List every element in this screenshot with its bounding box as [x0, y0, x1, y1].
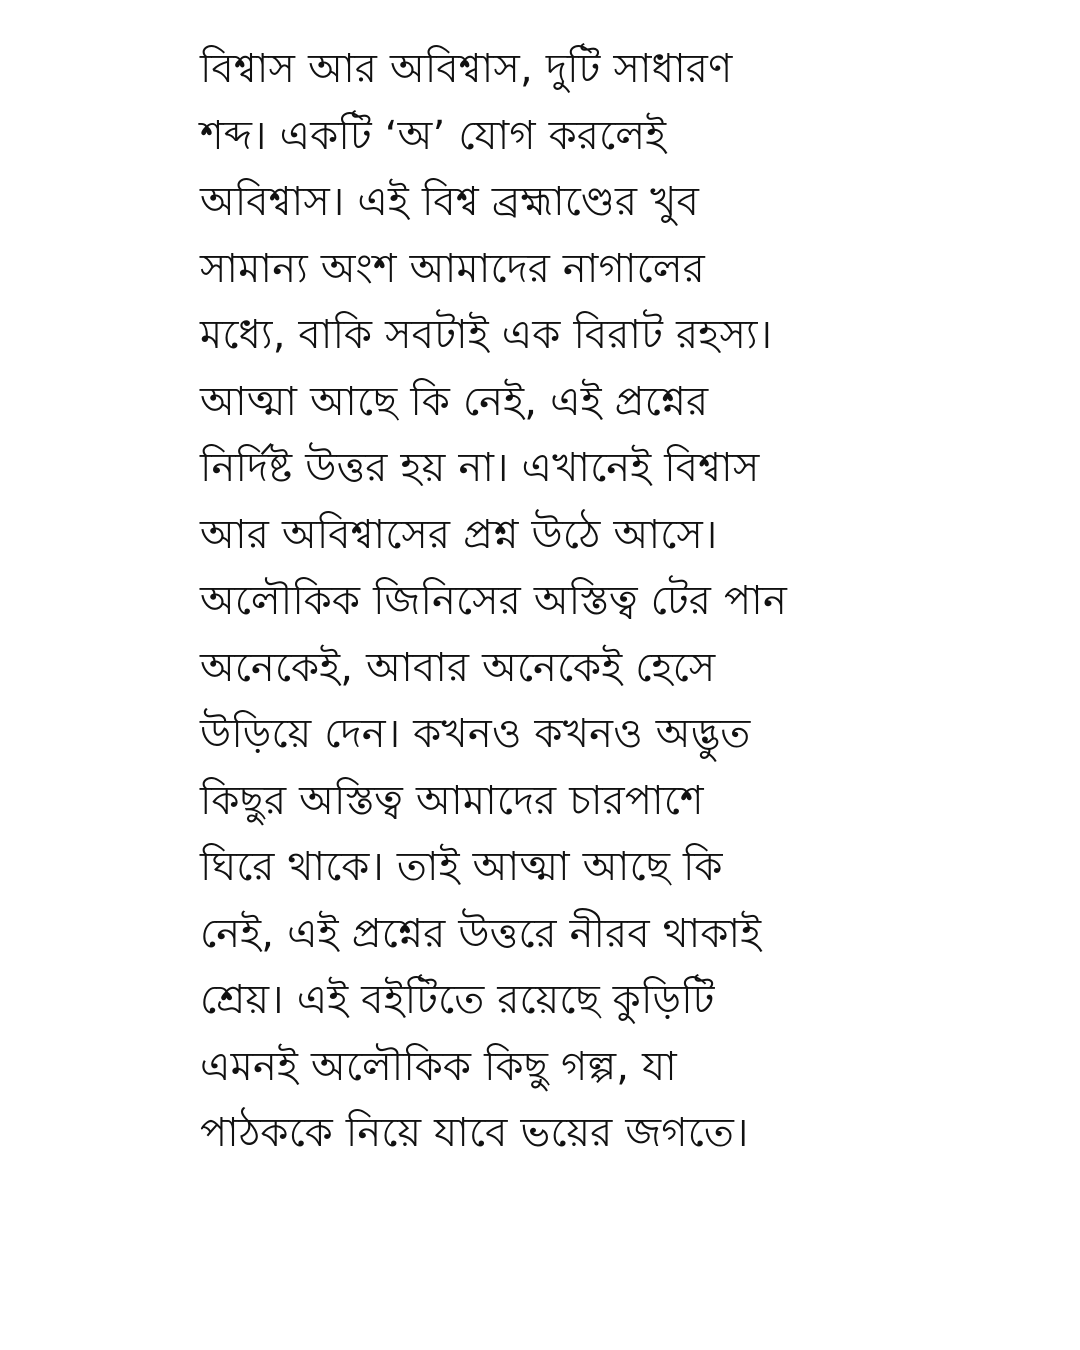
blurb-paragraph	[200, 36, 880, 1167]
text-line-11: উড়িয়ে দেন। কখনও কখনও অদ্ভুত	[200, 711, 751, 757]
text-line-9: অলৌকিক জিনিসের অস্তিত্ব টের পান	[200, 578, 788, 624]
text-line-13: ঘিরে থাকে। তাই আত্মা আছে কি	[200, 844, 723, 890]
text-line-5: মধ্যে, বাকি সবটাই এক বিরাট রহস্য।	[200, 312, 773, 358]
text-line-6: আত্মা আছে কি নেই, এই প্রশ্নের	[200, 378, 709, 425]
text-line-17: পাঠককে নিয়ে যাবে ভয়ের জগতে।	[200, 1110, 749, 1156]
text-line-15: শ্রেয়। এই বইটিতে রয়েছে কুড়িটি	[200, 977, 715, 1023]
text-line-3: অবিশ্বাস। এই বিশ্ব ব্রহ্মাণ্ডের খুব	[200, 179, 700, 225]
text-line-4: সামান্য অংশ আমাদের নাগালের	[200, 245, 705, 292]
text-line-12: কিছুর অস্তিত্ব আমাদের চারপাশে	[200, 777, 704, 824]
text-line-7: নির্দিষ্ট উত্তর হয় না। এখানেই বিশ্বাস	[200, 445, 760, 491]
text-line-8: আর অবিশ্বাসের প্রশ্ন উঠে আসে।	[200, 511, 718, 558]
text-line-2: শব্দ। একটি ‘অ’ যোগ করলেই	[200, 112, 667, 159]
text-line-10: অনেকেই, আবার অনেকেই হেসে	[200, 644, 716, 691]
text-line-1: বিশ্বাস আর অবিশ্বাস, দুটি সাধারণ	[200, 46, 733, 92]
text-line-16: এমনই অলৌকিক কিছু গল্প, যা	[200, 1043, 677, 1090]
text-line-14: নেই, এই প্রশ্নের উত্তরে নীরব থাকাই	[200, 910, 762, 957]
